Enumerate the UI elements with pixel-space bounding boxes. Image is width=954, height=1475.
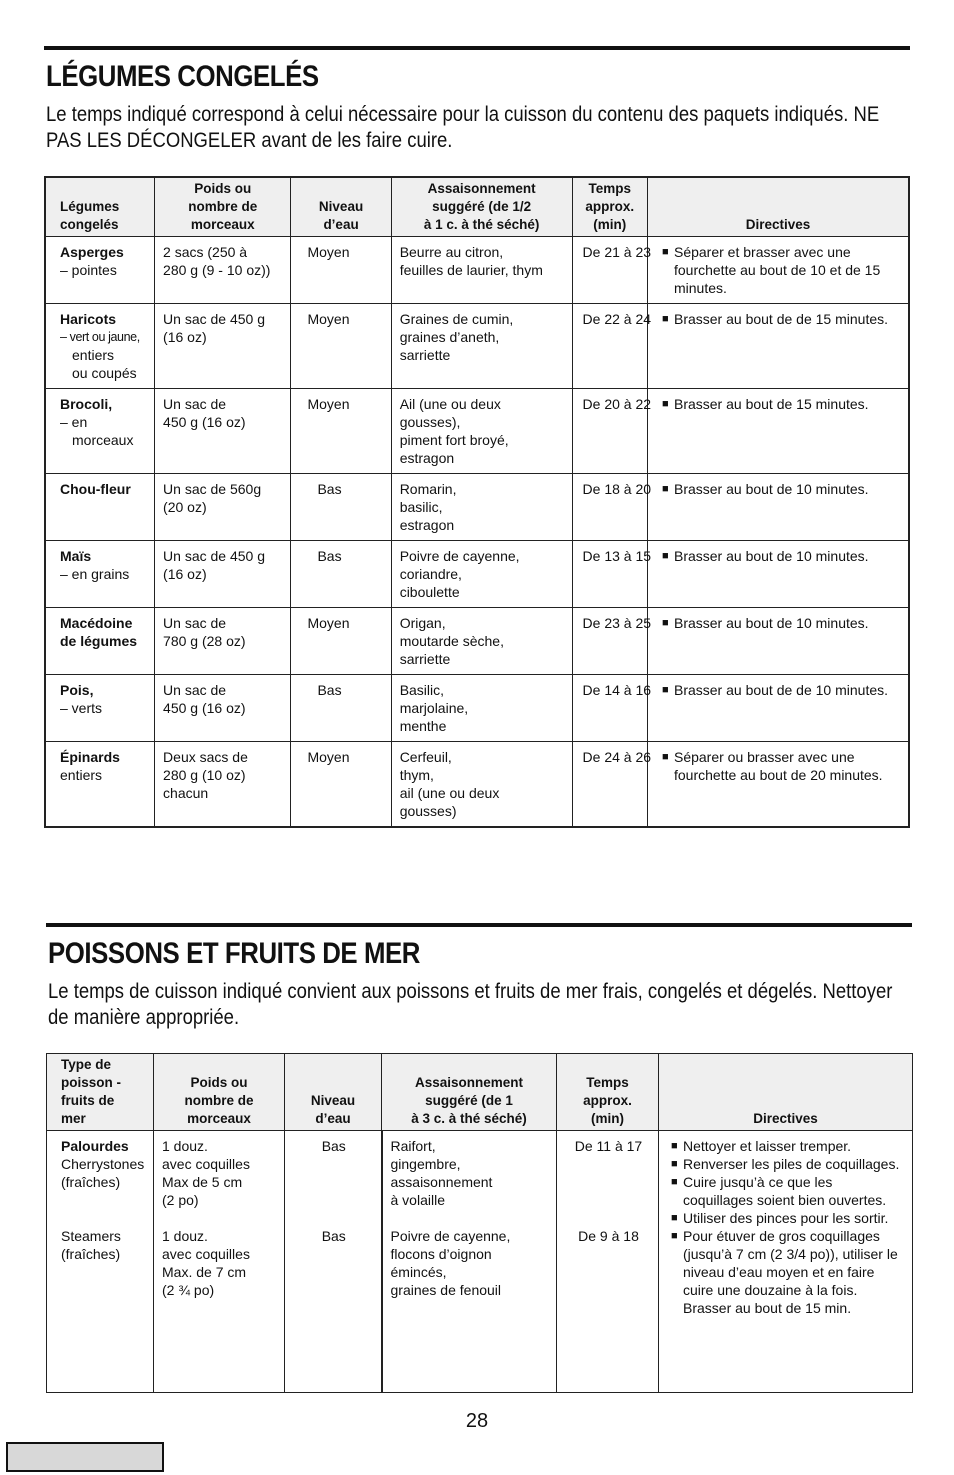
header-directions xyxy=(647,177,909,237)
header-water-level xyxy=(285,1054,382,1131)
text-line: Max de 5 cm xyxy=(162,1174,243,1190)
section-intro: Le temps indiqué correspond à celui nécessaire pour la cuisson du contenu des paquets indiqués. NE PAS LES DÉCONGELER avant de les faire cuire. xyxy=(46,103,880,152)
header-time xyxy=(572,177,647,237)
text-line: morceaux xyxy=(187,1111,251,1126)
vegetable-name: Brocoli, xyxy=(60,396,113,412)
time-cell xyxy=(572,742,652,828)
square-bullet-icon: ■ xyxy=(671,1230,678,1242)
square-bullet-icon: ■ xyxy=(671,1212,678,1224)
vegetable-cell xyxy=(45,304,155,389)
section-intro: Le temps de cuisson indiqué convient aux poissons et fruits de mer frais, congelés et dégelés. Nettoyer de manière appropriée. xyxy=(48,980,893,1029)
text-line: Max. de 7 cm xyxy=(162,1264,247,1280)
seasoning-line: feuilles de laurier, thym xyxy=(399,262,543,278)
time-cell xyxy=(557,1131,659,1393)
table-row xyxy=(45,304,909,389)
weight-cell xyxy=(155,237,291,304)
directions-cell xyxy=(647,742,909,828)
time-cell xyxy=(572,474,652,541)
square-bullet-icon: ■ xyxy=(661,684,669,696)
vegetable-variant: entiers xyxy=(60,767,103,783)
vegetable-cell xyxy=(45,389,155,474)
table-row xyxy=(45,474,909,541)
time-cell xyxy=(572,675,652,742)
text-line: fruits de xyxy=(61,1093,115,1108)
direction-text: Brasser au bout de de 15 minutes. xyxy=(673,311,889,327)
header-fish-type xyxy=(47,1054,154,1131)
text-line: (2 ¾ po) xyxy=(162,1282,215,1298)
water-level: Moyen xyxy=(307,396,350,412)
section-rule xyxy=(44,46,910,50)
text-line: (2 po) xyxy=(162,1192,199,1208)
square-bullet-icon: ■ xyxy=(671,1158,678,1170)
text-line: suggéré (de 1 xyxy=(425,1093,513,1108)
header-vegetable xyxy=(45,177,155,237)
weight-line: 780 g (28 oz) xyxy=(163,633,246,649)
seasoning-b xyxy=(391,1227,551,1299)
weight-cell xyxy=(155,389,291,474)
fish-seafood-table xyxy=(46,1053,913,1393)
frozen-vegetables-section xyxy=(44,46,910,828)
seasoning-line: sarriette xyxy=(399,651,451,667)
text-line: Légumes xyxy=(60,199,120,214)
fish-sub-a xyxy=(61,1155,147,1191)
vegetable-cell xyxy=(45,675,155,742)
seasoning-line: thym, xyxy=(399,767,434,783)
text-line: Temps xyxy=(586,1075,629,1090)
water-level-b: Bas xyxy=(321,1228,346,1244)
text-line: 1 douz. xyxy=(162,1228,208,1244)
text-line: Poids ou xyxy=(190,1075,248,1090)
direction-text: Utiliser des pinces pour les sortir. xyxy=(683,1210,889,1226)
text-line: Niveau xyxy=(318,199,364,214)
weight-cell xyxy=(154,1131,285,1393)
text-line: (min) xyxy=(591,1111,624,1126)
weight-line: chacun xyxy=(163,785,209,801)
directions-cell xyxy=(647,389,909,474)
directions-cell xyxy=(647,608,909,675)
direction-item xyxy=(671,1227,906,1317)
seasoning-cell xyxy=(382,1131,557,1393)
water-level: Bas xyxy=(317,481,342,497)
text-line: Poids ou xyxy=(194,181,252,196)
weight-cell xyxy=(155,541,291,608)
text-line: suggéré (de 1/2 xyxy=(432,199,532,214)
vegetable-cell xyxy=(45,237,155,304)
direction-text: Renverser les piles de coquillages. xyxy=(683,1156,900,1172)
weight-b xyxy=(162,1227,278,1299)
seasoning-line: estragon xyxy=(399,517,455,533)
vegetable-name: Macédoine de légumes xyxy=(60,615,138,649)
square-bullet-icon: ■ xyxy=(671,1176,678,1188)
fish-sub-b xyxy=(61,1227,147,1263)
vegetable-cell xyxy=(45,541,155,608)
text-line: mer xyxy=(61,1111,86,1126)
text-line: assaisonnement xyxy=(390,1174,493,1190)
weight-line: Un sac de 560g xyxy=(163,481,262,497)
time-cell xyxy=(572,237,652,304)
vegetable-name: Asperges xyxy=(60,244,124,260)
table-row xyxy=(45,675,909,742)
water-level-a: Bas xyxy=(321,1138,346,1154)
square-bullet-icon: ■ xyxy=(661,751,669,763)
seasoning-cell xyxy=(391,237,572,304)
direction-text: Cuire jusqu’à ce que les coquillages soient bien ouvertes. xyxy=(683,1174,887,1208)
seasoning-line: Ail (une ou deux xyxy=(399,396,501,412)
directions-cell xyxy=(647,675,909,742)
header-seasoning xyxy=(382,1054,557,1131)
weight-line: Un sac de 450 g xyxy=(163,311,266,327)
vegetable-cell xyxy=(45,474,155,541)
text-line: 1 douz. xyxy=(162,1138,208,1154)
header-seasoning xyxy=(391,177,572,237)
section-rule xyxy=(46,923,912,927)
water-level-cell xyxy=(291,304,391,389)
seasoning-line: graines d’aneth, xyxy=(399,329,500,345)
square-bullet-icon: ■ xyxy=(661,617,669,629)
weight-line: Un sac de xyxy=(163,682,227,698)
text-line: émincés, xyxy=(390,1264,447,1280)
water-level: Moyen xyxy=(307,615,350,631)
section-title: POISSONS ET FRUITS DE MER xyxy=(48,937,421,970)
text-line: avec coquilles xyxy=(162,1156,250,1172)
time-cell xyxy=(572,541,652,608)
seasoning-line: basilic, xyxy=(399,499,443,515)
weight-cell xyxy=(155,474,291,541)
text-line: Cherrystones xyxy=(61,1156,145,1172)
vegetable-name: Maïs xyxy=(60,548,92,564)
vegetable-name: Haricots xyxy=(60,311,117,327)
seasoning-cell xyxy=(391,675,572,742)
text-line: Directives xyxy=(745,217,811,232)
water-level-cell xyxy=(291,608,391,675)
table-header-row xyxy=(47,1054,913,1131)
time-b: De 9 à 18 xyxy=(578,1228,639,1244)
table-header-row xyxy=(45,177,909,237)
square-bullet-icon: ■ xyxy=(661,246,669,258)
directions-cell xyxy=(647,237,909,304)
seasoning-cell xyxy=(391,608,572,675)
vegetable-variant: morceaux xyxy=(72,432,134,448)
text-line: Temps xyxy=(588,181,632,196)
seasoning-line: ail (une ou deux xyxy=(399,785,500,801)
seasoning-cell xyxy=(391,389,572,474)
seasoning-cell xyxy=(391,474,572,541)
water-level-cell xyxy=(291,237,391,304)
seasoning-line: Beurre au citron, xyxy=(399,244,504,260)
weight-line: Un sac de xyxy=(163,396,227,412)
time-value: De 18 à 20 xyxy=(582,481,652,497)
text-line: Assaisonnement xyxy=(414,1075,524,1090)
text-line: poisson - xyxy=(61,1075,121,1090)
water-level: Bas xyxy=(317,682,342,698)
weight-cell xyxy=(155,304,291,389)
weight-line: 450 g (16 oz) xyxy=(163,414,246,430)
vegetable-cell xyxy=(45,608,155,675)
text-line: avec coquilles xyxy=(162,1246,250,1262)
vegetable-variant: – verts xyxy=(60,700,103,716)
seasoning-line: marjolaine, xyxy=(399,700,469,716)
water-level-cell xyxy=(291,389,391,474)
direction-item xyxy=(662,310,902,328)
page-number: 28 xyxy=(465,1410,489,1432)
weight-line: 280 g (10 oz) xyxy=(163,767,246,783)
header-time xyxy=(557,1054,659,1131)
time-cell xyxy=(572,608,652,675)
direction-text: Brasser au bout de 10 minutes. xyxy=(673,481,869,497)
seasoning-cell xyxy=(391,304,572,389)
vegetable-variant: entiers xyxy=(72,347,115,363)
vegetable-variant: ou coupés xyxy=(72,365,137,381)
weight-cell xyxy=(155,608,291,675)
direction-item xyxy=(671,1209,906,1227)
text-line: (min) xyxy=(593,217,627,232)
vegetable-cell xyxy=(45,742,155,828)
directions-cell xyxy=(647,474,909,541)
water-level: Moyen xyxy=(307,749,350,765)
weight-line: (16 oz) xyxy=(163,566,207,582)
time-cell xyxy=(572,389,652,474)
text-line: flocons d’oignon xyxy=(390,1246,492,1262)
direction-text: Brasser au bout de 10 minutes. xyxy=(673,615,869,631)
vegetable-variant: – en xyxy=(60,414,88,430)
directions-cell xyxy=(647,304,909,389)
weight-a xyxy=(162,1137,278,1209)
text-line: Niveau xyxy=(310,1093,356,1108)
square-bullet-icon: ■ xyxy=(671,1140,678,1152)
direction-item xyxy=(662,681,902,699)
vegetable-name: Pois, xyxy=(60,682,94,698)
text-line: approx. xyxy=(583,1093,632,1108)
weight-line: (16 oz) xyxy=(163,329,207,345)
vegetable-variant: – pointes xyxy=(60,262,117,278)
text-line: Poivre de cayenne, xyxy=(390,1228,511,1244)
table-row xyxy=(45,389,909,474)
weight-cell xyxy=(155,742,291,828)
vegetable-name: Épinards xyxy=(60,749,120,765)
table-row xyxy=(45,608,909,675)
vegetable-name: Chou-fleur xyxy=(60,481,131,497)
direction-item xyxy=(671,1137,906,1155)
frozen-vegetables-table xyxy=(44,176,910,828)
fish-name: Palourdes xyxy=(61,1138,129,1154)
text-line: (fraîches) xyxy=(61,1246,121,1262)
direction-text: Séparer et brasser avec une fourchette au bout de 10 et de 15 minutes. xyxy=(673,244,881,296)
direction-text: Brasser au bout de de 10 minutes. xyxy=(673,682,889,698)
text-line: congelés xyxy=(60,217,119,232)
square-bullet-icon: ■ xyxy=(661,313,669,325)
text-line: à volaille xyxy=(390,1192,445,1208)
seasoning-line: gousses), xyxy=(399,414,461,430)
water-level-cell xyxy=(285,1131,382,1393)
text-line: graines de fenouil xyxy=(390,1282,502,1298)
direction-text: Brasser au bout de 10 minutes. xyxy=(673,548,869,564)
vegetable-variant: – vert ou jaune, xyxy=(60,330,140,344)
seasoning-line: coriandre, xyxy=(399,566,462,582)
weight-line: 280 g (9 - 10 oz)) xyxy=(163,262,271,278)
time-cell xyxy=(572,304,652,389)
direction-text: Séparer ou brasser avec une fourchette au bout de 20 minutes. xyxy=(673,749,883,783)
seasoning-line: Cerfeuil, xyxy=(399,749,452,765)
weight-line: Un sac de xyxy=(163,615,227,631)
water-level-cell xyxy=(291,541,391,608)
text-line: Raifort, xyxy=(390,1138,436,1154)
seasoning-line: Graines de cumin, xyxy=(399,311,514,327)
seasoning-line: Basilic, xyxy=(399,682,445,698)
weight-line: Deux sacs de xyxy=(163,749,248,765)
direction-item xyxy=(662,480,902,498)
square-bullet-icon: ■ xyxy=(661,398,669,410)
direction-item xyxy=(662,748,902,784)
direction-text: Brasser au bout de 15 minutes. xyxy=(673,396,869,412)
seasoning-line: estragon xyxy=(399,450,455,466)
text-line: (fraîches) xyxy=(61,1174,121,1190)
seasoning-line: piment fort broyé, xyxy=(399,432,509,448)
seasoning-a xyxy=(391,1137,551,1209)
table-row xyxy=(45,742,909,828)
directions-cell xyxy=(659,1131,913,1393)
direction-item xyxy=(662,614,902,632)
weight-line: 450 g (16 oz) xyxy=(163,700,246,716)
vegetable-variant: – en grains xyxy=(60,566,130,582)
weight-line: Un sac de 450 g xyxy=(163,548,266,564)
seasoning-line: moutarde sèche, xyxy=(399,633,504,649)
direction-item xyxy=(662,547,902,565)
water-level-cell xyxy=(291,675,391,742)
text-line: à 1 c. à thé séché) xyxy=(423,217,540,232)
header-weight xyxy=(155,177,291,237)
direction-text: Nettoyer et laisser tremper. xyxy=(683,1138,852,1154)
text-line: gingembre, xyxy=(390,1156,461,1172)
direction-text: Pour étuver de gros coquillages (jusqu’à 7 cm (2 3/4 po)), utiliser le niveau d’eau moyen et en faire cuire une douzaine à la fois. Brasser au bout de 15 min. xyxy=(683,1228,898,1316)
header-water-level xyxy=(291,177,391,237)
seasoning-line: menthe xyxy=(399,718,447,734)
time-value: De 14 à 16 xyxy=(582,682,652,698)
time-value: De 24 à 26 xyxy=(582,749,652,765)
header-directions xyxy=(659,1054,913,1131)
section-title: LÉGUMES CONGELÉS xyxy=(46,60,319,93)
text-line: nombre de xyxy=(184,1093,254,1108)
seasoning-line: Origan, xyxy=(399,615,446,631)
seasoning-line: gousses) xyxy=(399,803,457,819)
seasoning-line: Poivre de cayenne, xyxy=(399,548,520,564)
seasoning-cell xyxy=(391,541,572,608)
directions-cell xyxy=(647,541,909,608)
text-line: d’eau xyxy=(315,1111,351,1126)
text-line: Type de xyxy=(61,1057,112,1072)
text-line: Assaisonnement xyxy=(427,181,536,196)
water-level: Moyen xyxy=(307,244,350,260)
seasoning-line: Romarin, xyxy=(399,481,457,497)
fish-type-cell xyxy=(47,1131,154,1393)
seasoning-line: sarriette xyxy=(399,347,451,363)
time-a: De 11 à 17 xyxy=(574,1138,643,1154)
direction-item xyxy=(671,1173,906,1209)
time-value: De 22 à 24 xyxy=(582,311,652,327)
square-bullet-icon: ■ xyxy=(661,483,669,495)
water-level-cell xyxy=(291,474,391,541)
text-line: morceaux xyxy=(190,217,255,232)
weight-line: (20 oz) xyxy=(163,499,207,515)
time-value: De 20 à 22 xyxy=(582,396,652,412)
text-line: Steamers xyxy=(61,1228,121,1244)
time-value: De 13 à 15 xyxy=(582,548,652,564)
water-level-cell xyxy=(291,742,391,828)
text-line: à 3 c. à thé séché) xyxy=(411,1111,527,1126)
direction-item xyxy=(671,1155,906,1173)
text-line: Directives xyxy=(753,1111,818,1126)
table-row xyxy=(45,541,909,608)
seasoning-line: ciboulette xyxy=(399,584,460,600)
table-row xyxy=(45,237,909,304)
text-line: approx. xyxy=(585,199,635,214)
water-level: Bas xyxy=(317,548,342,564)
square-bullet-icon: ■ xyxy=(661,550,669,562)
water-level: Moyen xyxy=(307,311,350,327)
time-value: De 21 à 23 xyxy=(582,244,652,260)
direction-item xyxy=(662,243,902,297)
time-value: De 23 à 25 xyxy=(582,615,652,631)
footer-grey-box xyxy=(6,1442,164,1472)
fish-seafood-section xyxy=(46,923,912,1393)
weight-line: 2 sacs (250 à xyxy=(163,244,248,260)
direction-item xyxy=(662,395,902,413)
seasoning-cell xyxy=(391,742,572,828)
weight-cell xyxy=(155,675,291,742)
table-row xyxy=(47,1131,913,1393)
header-weight xyxy=(154,1054,285,1131)
text-line: d’eau xyxy=(323,217,359,232)
text-line: nombre de xyxy=(188,199,258,214)
